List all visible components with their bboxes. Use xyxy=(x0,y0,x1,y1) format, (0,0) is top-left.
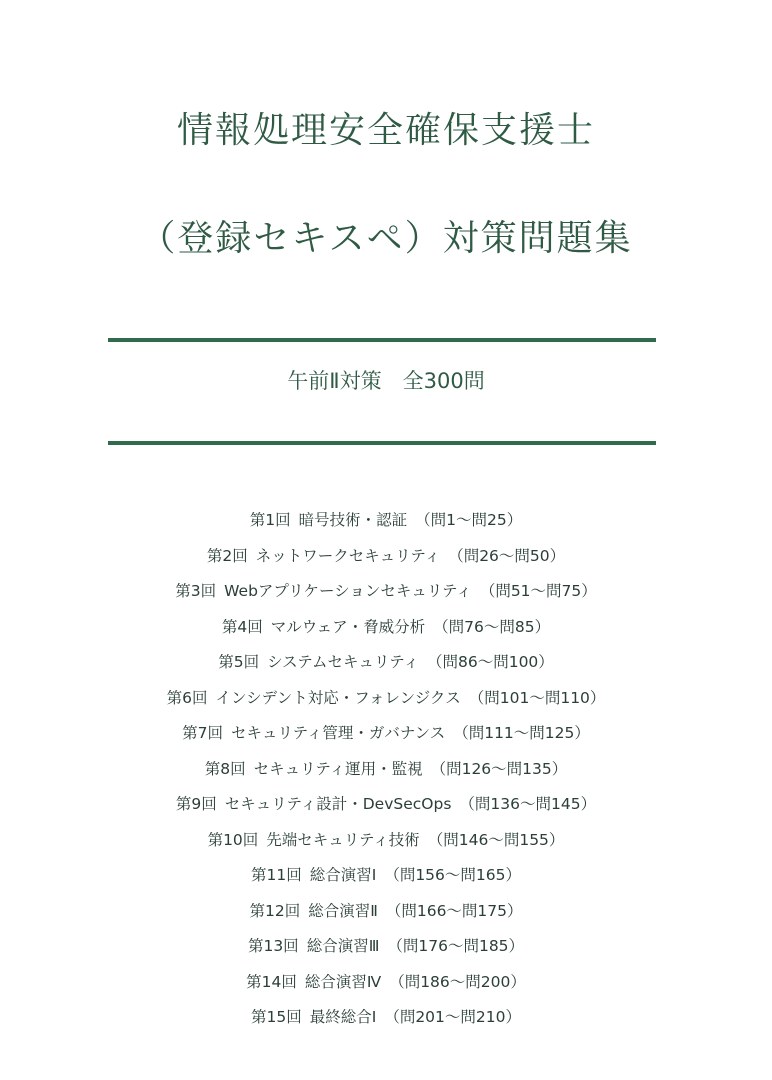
toc-topic: システムセキュリティ xyxy=(267,653,419,671)
document-subtitle: 午前Ⅱ対策 全300問 xyxy=(287,369,485,393)
top-divider xyxy=(108,338,656,342)
toc-session: 第13回 xyxy=(247,937,299,955)
toc-range: （問126〜問135） xyxy=(430,759,568,778)
toc-topic: セキュリティ運用・監視 xyxy=(253,759,423,778)
toc-topic: セキュリティ設計・DevSecOps xyxy=(224,795,452,813)
toc-item xyxy=(0,574,772,610)
toc-topic: セキュリティ管理・ガバナンス xyxy=(230,724,446,742)
toc-range: （問176〜問185） xyxy=(387,937,525,955)
toc-range: （問201〜問210） xyxy=(384,1008,521,1026)
toc-range: （問76〜問85） xyxy=(433,617,551,636)
toc-item xyxy=(0,503,772,539)
toc-session: 第1回 xyxy=(249,511,291,529)
toc-range: （問136〜問145） xyxy=(459,795,597,813)
toc-item xyxy=(0,752,772,788)
document-title-line2: （登録セキスペ）対策問題集 xyxy=(139,218,633,259)
toc-item xyxy=(0,823,772,859)
toc-topic: ネットワークセキュリティ xyxy=(255,546,441,565)
toc-session: 第3回 xyxy=(175,582,217,600)
toc-session: 第9回 xyxy=(175,795,217,813)
toc-item xyxy=(0,929,772,965)
document-title-line1: 情報処理安全確保支援士 xyxy=(176,110,595,151)
toc-session: 第7回 xyxy=(182,724,223,742)
toc-topic: インシデント対応・フォレンジクス xyxy=(215,688,461,707)
toc-range: （問86〜問100） xyxy=(426,653,554,671)
toc-session: 第12回 xyxy=(249,901,301,920)
toc-range: （問186〜問200） xyxy=(389,972,526,991)
toc-range: （問26〜問50） xyxy=(448,546,566,565)
table-of-contents xyxy=(0,503,772,1036)
toc-topic: マルウェア・脅威分析 xyxy=(270,617,426,636)
toc-item xyxy=(0,716,772,752)
toc-item xyxy=(0,645,772,681)
toc-topic: 総合演習Ⅱ xyxy=(308,901,378,920)
toc-item xyxy=(0,610,772,646)
toc-item xyxy=(0,539,772,575)
toc-topic: 最終総合Ⅰ xyxy=(309,1008,377,1026)
toc-session: 第4回 xyxy=(221,617,263,636)
toc-range: （問111〜問125） xyxy=(453,724,590,742)
toc-session: 第15回 xyxy=(251,1008,302,1026)
toc-item xyxy=(0,681,772,717)
toc-range: （問51〜問75） xyxy=(479,582,597,600)
toc-topic: 暗号技術・認証 xyxy=(298,511,408,529)
toc-range: （問146〜問155） xyxy=(427,830,565,849)
toc-item xyxy=(0,787,772,823)
toc-session: 第10回 xyxy=(207,830,259,849)
toc-item xyxy=(0,894,772,930)
toc-session: 第6回 xyxy=(166,688,208,707)
toc-session: 第11回 xyxy=(251,866,302,884)
toc-topic: 総合演習Ⅲ xyxy=(306,937,380,955)
toc-topic: 総合演習Ⅰ xyxy=(309,866,377,884)
toc-topic: Webアプリケーションセキュリティ xyxy=(224,582,472,600)
toc-topic: 総合演習Ⅳ xyxy=(304,972,382,991)
toc-topic: 先端セキュリティ技術 xyxy=(266,830,420,849)
toc-session: 第14回 xyxy=(246,972,297,991)
toc-session: 第2回 xyxy=(206,546,248,565)
toc-item xyxy=(0,1000,772,1036)
bottom-divider xyxy=(108,441,656,445)
toc-session: 第5回 xyxy=(218,653,260,671)
toc-item xyxy=(0,965,772,1001)
toc-range: （問156〜問165） xyxy=(384,866,521,884)
toc-range: （問101〜問110） xyxy=(468,688,606,707)
toc-session: 第8回 xyxy=(204,759,246,778)
toc-range: （問166〜問175） xyxy=(385,901,523,920)
toc-range: （問1〜問25） xyxy=(415,511,523,529)
toc-item xyxy=(0,858,772,894)
